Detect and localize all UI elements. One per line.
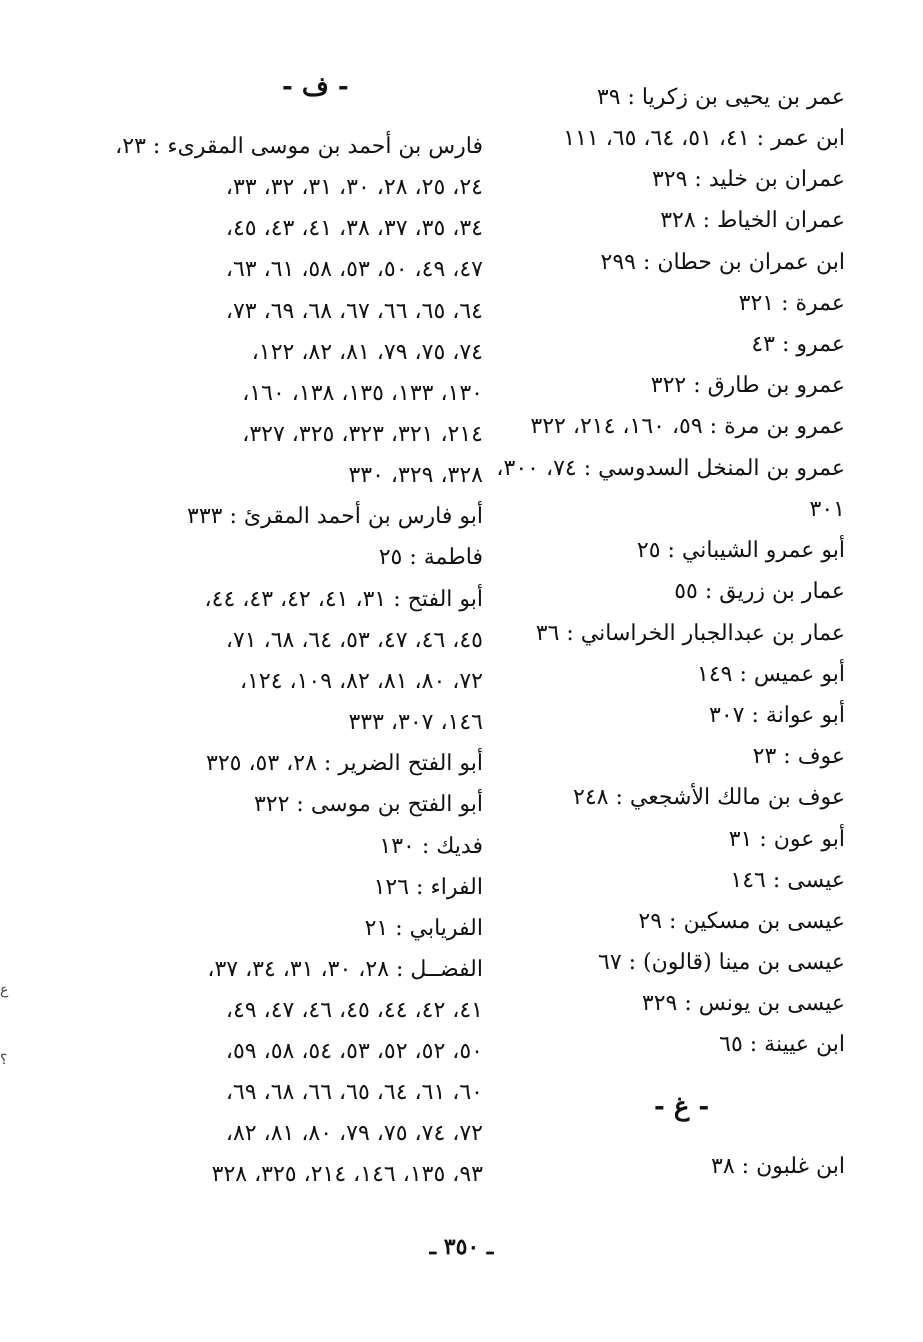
margin-mark: ع [0,982,9,998]
index-entry-continuation: ٧٢، ٧٤، ٧٥، ٧٩، ٨٠، ٨١، ٨٢، [225,1121,483,1146]
index-entry: ابن عمران بن حطان : ٢٩٩ [600,250,845,275]
index-entry-continuation: ٦٤، ٦٥، ٦٦، ٦٧، ٦٨، ٦٩، ٧٣، [225,299,483,324]
index-entry: عمرو بن طارق : ٣٢٢ [650,373,845,398]
index-entry-continuation: ٩٣، ١٣٥، ١٤٦، ٢١٤، ٣٢٥، ٣٢٨ [211,1162,483,1187]
index-entry: أبو الفتح الضرير : ٢٨، ٥٣، ٣٢٥ [206,751,483,776]
section-heading-ghayn: - غ - [654,1092,710,1122]
index-entry-continuation: ٦٠، ٦١، ٦٤، ٦٥، ٦٦، ٦٨، ٦٩، [225,1080,483,1105]
index-entry: ابن عيينة : ٦٥ [719,1032,845,1057]
index-entry-continuation: ٣٠١ [809,497,845,522]
index-entry: أبو عمرو الشيباني : ٢٥ [636,538,845,563]
index-entry-continuation: ٢٤، ٢٥، ٢٨، ٣٠، ٣١، ٣٢، ٣٣، [225,175,483,200]
index-entry: عمرو بن مرة : ٥٩، ١٦٠، ٢١٤، ٣٢٢ [530,414,845,439]
index-entry: عوف بن مالك الأشجعي : ٢٤٨ [573,785,845,810]
index-entry: عمار بن زريق : ٥٥ [674,579,845,604]
index-entry-continuation: ٤٧، ٤٩، ٥٠، ٥٣، ٥٨، ٦١، ٦٣، [225,257,483,282]
index-entry-continuation: ١٣٠، ١٣٣، ١٣٥، ١٣٨، ١٦٠، [242,381,483,406]
index-entry: الفريابي : ٢١ [364,916,483,941]
index-entry: عمران بن خليد : ٣٢٩ [651,167,845,192]
index-entry: عيسى بن مينا (قالون) : ٦٧ [598,950,845,975]
index-entry-continuation: ٣٤، ٣٥، ٣٧، ٣٨، ٤١، ٤٣، ٤٥، [225,216,483,241]
index-entry-continuation: ٣٢٨، ٣٢٩، ٣٣٠ [348,463,483,488]
index-entry: أبو الفتح بن موسى : ٣٢٢ [253,792,483,817]
index-entry: فديك : ١٣٠ [379,834,483,859]
index-entry: عمرة : ٣٢١ [738,291,845,316]
index-entry-continuation: ٧٢، ٨٠، ٨١، ٨٢، ١٠٩، ١٢٤، [239,669,483,694]
index-entry-continuation: ٤٥، ٤٦، ٤٧، ٥٣، ٦٤، ٦٨، ٧١، [225,628,483,653]
index-entry-continuation: ٧٤، ٧٥، ٧٩، ٨١، ٨٢، ١٢٢، [251,340,483,365]
index-entry-continuation: ٤١، ٤٢، ٤٤، ٤٥، ٤٦، ٤٧، ٤٩، [225,998,483,1023]
index-entry: عيسى : ١٤٦ [730,868,845,893]
index-entry: الفضــل : ٢٨، ٣٠، ٣١، ٣٤، ٣٧، [207,957,483,982]
index-entry: عمرو بن المنخل السدوسي : ٧٤، ٣٠٠، [496,456,845,481]
index-entry: عوف : ٢٣ [752,744,845,769]
index-entry: فاطمة : ٢٥ [378,545,483,570]
index-entry: ابن عمر : ٤١، ٥١، ٦٤، ٦٥، ١١١ [563,126,845,151]
index-entry-continuation: ٥٠، ٥٢، ٥٢، ٥٣، ٥٤، ٥٨، ٥٩، [225,1039,483,1064]
index-entry: أبو عوانة : ٣٠٧ [709,703,845,728]
index-entry: عيسى بن مسكين : ٢٩ [638,909,845,934]
index-entry: أبو الفتح : ٣١، ٤١، ٤٢، ٤٣، ٤٤، [204,587,483,612]
index-entry: أبو عون : ٣١ [728,827,845,852]
index-entry: عيسى بن يونس : ٣٢٩ [641,991,845,1016]
margin-mark: ؟ [0,1052,8,1068]
index-entry: عمر بن يحيى بن زكريا : ٣٩ [596,85,845,110]
page-number: ـ ٣٥٠ ـ [429,1234,494,1260]
section-heading-fa: - ف - [282,72,349,102]
index-entry: عمار بن عبدالجبار الخراساني : ٣٦ [535,621,845,646]
index-entry: ابن غلبون : ٣٨ [711,1154,845,1179]
index-entry: أبو عميس : ١٤٩ [697,662,845,687]
index-entry: فارس بن أحمد بن موسى المقرىء : ٢٣، [115,134,483,159]
index-entry: أبو فارس بن أحمد المقرئ : ٣٣٣ [187,504,483,529]
index-entry: عمران الخياط : ٣٢٨ [660,208,845,233]
index-entry: الفراء : ١٢٦ [373,875,483,900]
index-entry: عمرو : ٤٣ [751,332,845,357]
index-entry-continuation: ١٤٦، ٣٠٧، ٣٣٣ [348,710,483,735]
index-entry-continuation: ٢١٤، ٣٢١، ٣٢٣، ٣٢٥، ٣٢٧، [242,422,483,447]
